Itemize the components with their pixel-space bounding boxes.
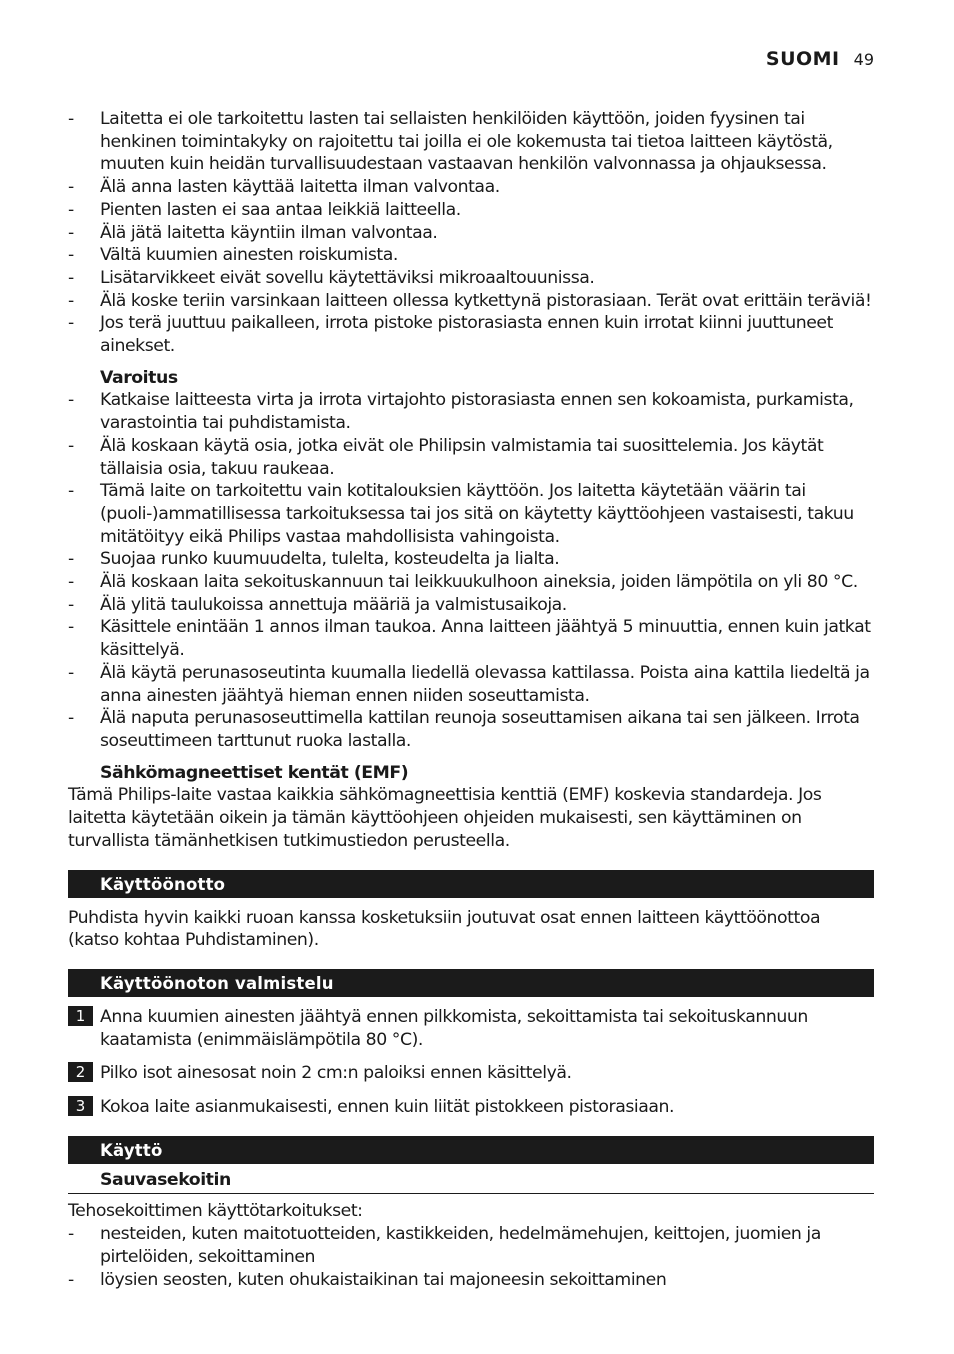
general-safety-list <box>68 108 874 358</box>
emf-paragraph: Tämä Philips-laite vastaa kaikkia sähkömagneettisia kenttiä (EMF) koskevia standardeja. Jos laitetta käytetään oikein ja tämän käyttöohjeen ohjeiden mukaisesti, sen käyttäminen on turvallista tämänhetkisen tutkimustiedon perusteella. <box>68 785 822 851</box>
list-item: - Älä ylitä taulukoissa annettuja määriä ja valmistusaikoja. <box>68 594 567 615</box>
step-item <box>68 1062 874 1085</box>
page-number: 49 <box>853 50 874 69</box>
step-number: 3 <box>68 1096 93 1116</box>
step-text: Anna kuumien ainesten jäähtyä ennen pilkkomista, sekoittamista tai sekoituskannuun kaatamista (enimmäislämpötila 80 °C). <box>100 1006 808 1050</box>
page-header <box>766 48 874 70</box>
kayttoonotto-paragraph: Puhdista hyvin kaikki ruoan kanssa kosketuksiin joutuvat osat ennen laitteen käyttöönottoa (katso kohtaa Puhdistaminen). <box>68 907 821 951</box>
list-item: - Vältä kuumien ainesten roiskumista. <box>68 245 398 266</box>
list-item: - nesteiden, kuten maitotuotteiden, kastikkeiden, hedelmämehujen, keittojen, juomien ja pirtelöiden, sekoittaminen <box>68 1224 821 1267</box>
list-item: - Älä koskaan laita sekoituskannuun tai leikkuukulhoon aineksia, joiden lämpötila on yli 80 °C. <box>68 572 858 593</box>
usage-intro: Tehosekoittimen käyttötarkoitukset: <box>68 1201 363 1222</box>
step-text: Kokoa laite asianmukaisesti, ennen kuin liität pistokkeen pistorasiaan. <box>100 1097 675 1118</box>
section-bar-kayttoonotto: Käyttöönotto <box>68 870 874 898</box>
list-item: - Suojaa runko kuumuudelta, tulelta, kosteudelta ja lialta. <box>68 549 560 570</box>
list-item: - Laitetta ei ole tarkoitettu lasten tai sellaisten henkilöiden käyttöön, joiden fyysinen tai henkinen toimintakyky on rajoitettu tai joilla ei ole kokemusta tai tietoa laitteen käytöstä, muuten kuin heidän turvallisuudestaan vastaavan henkilön valvonnassa ja ohjauksessa. <box>68 109 833 175</box>
list-item: - Katkaise laitteesta virta ja irrota virtajohto pistorasiasta ennen sen kokoamista, purkamista, varastointia tai puhdistamista. <box>68 390 854 434</box>
step-text: Pilko isot ainesosat noin 2 cm:n paloiksi ennen käsittelyä. <box>100 1063 572 1084</box>
warning-heading: Varoitus <box>100 367 178 388</box>
list-item: - Käsittele enintään 1 annos ilman taukoa. Anna laitteen jäähtyä 5 minuuttia, ennen kuin jatkat käsittelyä. <box>68 617 871 661</box>
usage-list <box>68 1223 874 1291</box>
step-number: 2 <box>68 1062 93 1082</box>
hand-blender-heading: Sauvasekoitin <box>68 1169 874 1195</box>
list-item: - Pienten lasten ei saa antaa leikkiä laitteella. <box>68 199 461 220</box>
page-content <box>68 108 874 1291</box>
section-bar-kaytto: Käyttö <box>68 1136 874 1164</box>
list-item: - Älä koskaan käytä osia, jotka eivät ole Philipsin valmistamia tai suosittelemia. Jos käytät tällaisia osia, takuu raukeaa. <box>68 435 824 479</box>
section-bar-valmistelu: Käyttöönoton valmistelu <box>68 969 874 997</box>
preparation-steps <box>68 1006 874 1119</box>
list-item: - löysien seosten, kuten ohukaistaikinan tai majoneesin sekoittaminen <box>68 1269 667 1290</box>
list-item: - Älä anna lasten käyttää laitetta ilman valvontaa. <box>68 177 500 198</box>
list-item: - Jos terä juuttuu paikalleen, irrota pistoke pistorasiasta ennen kuin irrotat kiinni juuttuneet ainekset. <box>68 313 833 357</box>
list-item: - Älä naputa perunasoseuttimella kattilan reunoja soseuttamisen aikana tai sen jälkeen. Irrota soseuttimeen tarttunut ruoka lastalla. <box>68 708 860 751</box>
list-item: - Älä jätä laitetta käyntiin ilman valvontaa. <box>68 222 438 243</box>
step-number: 1 <box>68 1006 93 1026</box>
list-item: - Lisätarvikkeet eivät sovellu käytettäviksi mikroaaltouunissa. <box>68 267 595 288</box>
step-item <box>68 1096 874 1119</box>
emf-heading: Sähkömagneettiset kentät (EMF) <box>100 762 409 783</box>
language-label: SUOMI <box>765 48 840 70</box>
list-item: - Älä käytä perunasoseutinta kuumalla liedellä olevassa kattilassa. Poista aina kattila liedeltä ja anna ainesten jäähtyä hieman ennen niiden soseuttamista. <box>68 662 870 706</box>
step-item <box>68 1006 874 1051</box>
warning-list <box>68 389 874 752</box>
list-item: - Älä koske teriin varsinkaan laitteen ollessa kytkettynä pistorasiaan. Terät ovat erittäin teräviä! <box>68 290 872 311</box>
list-item: - Tämä laite on tarkoitettu vain kotitalouksien käyttöön. Jos laitetta käytetään väärin tai (puoli-)ammatillisessa tarkoituksessa tai jos sitä on käytetty käyttöohjeen vastaisesti, takuu mitätöityy eikä Philips vastaa mahdollisista vahingoista. <box>68 481 854 547</box>
